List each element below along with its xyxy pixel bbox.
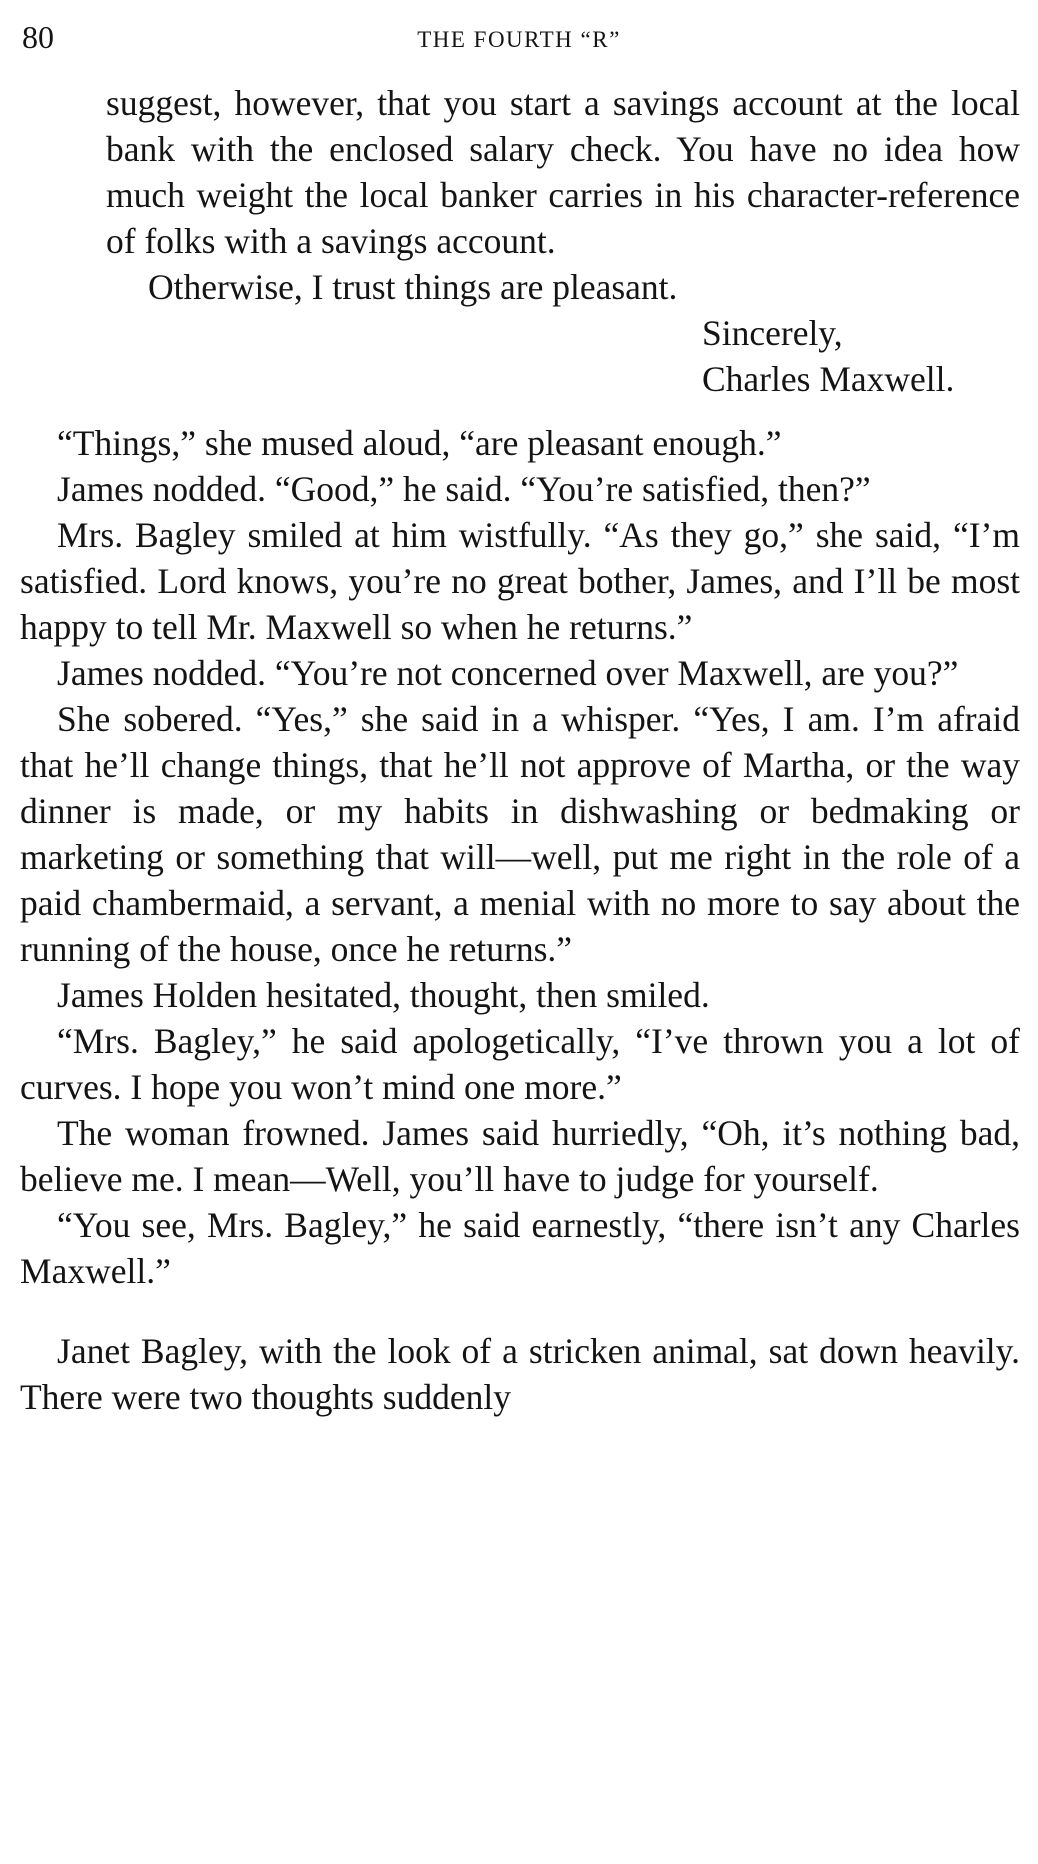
paragraph: “You see, Mrs. Bagley,” he said earnestly, “there isn’t any Charles Maxwell.”: [20, 1205, 1020, 1291]
letter-signature: Charles Maxwell.: [702, 359, 955, 399]
paragraph: “Mrs. Bagley,” he said apologetically, “I’ve thrown you a lot of curves. I hope you won’t mind one more.”: [20, 1021, 1020, 1107]
section-gap: [20, 1294, 1020, 1328]
page-header: [22, 14, 1016, 64]
page-body: [20, 80, 1020, 1420]
letter-paragraph: Otherwise, I trust things are pleasant.: [148, 267, 678, 307]
paragraph: She sobered. “Yes,” she said in a whisper. “Yes, I am. I’m afraid that he’ll change things, that he’ll not approve of Martha, or the way dinner is made, or my habits in dishwashing or bedmaking or marketing or something that will—well, put me right in the role of a paid chambermaid, a servant, a menial with no more to say about the running of the house, once he returns.”: [20, 699, 1020, 969]
final-paragraph: Janet Bagley, with the look of a stricken animal, sat down heavily. There were two thoughts suddenly: [20, 1331, 1020, 1417]
paragraph: “Things,” she mused aloud, “are pleasant enough.”: [57, 423, 782, 463]
paragraph: James nodded. “Good,” he said. “You’re satisfied, then?”: [57, 469, 871, 509]
section-gap: [20, 402, 1020, 420]
letter-body: suggest, however, that you start a savings account at the local bank with the enclosed salary check. You have no idea how much weight the local banker carries in his character-reference of folks with a savings account.: [106, 83, 1020, 261]
running-head: THE FOURTH “R”: [417, 27, 621, 52]
paragraph: The woman frowned. James said hurriedly, “Oh, it’s nothing bad, believe me. I mean—Well, you’ll have to judge for yourself.: [20, 1113, 1020, 1199]
paragraph: James Holden hesitated, thought, then smiled.: [57, 975, 710, 1015]
page-number: 80: [22, 19, 54, 55]
paragraph: James nodded. “You’re not concerned over Maxwell, are you?”: [57, 653, 959, 693]
letter-closing: Sincerely,: [702, 313, 843, 353]
paragraph: Mrs. Bagley smiled at him wistfully. “As they go,” she said, “I’m satisfied. Lord knows, you’re no great bother, James, and I’ll be most happy to tell Mr. Maxwell so when he returns.”: [20, 515, 1020, 647]
